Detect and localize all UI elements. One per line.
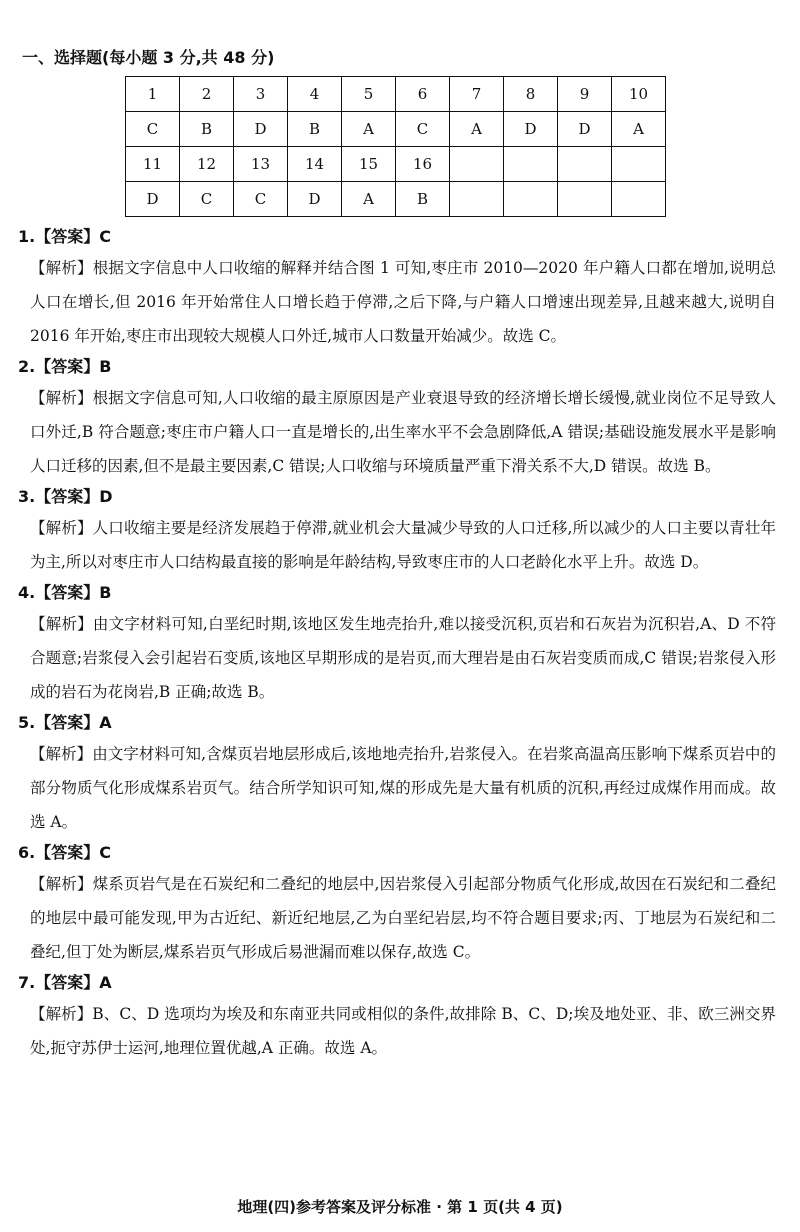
question-number-cell: 3 xyxy=(234,77,288,112)
answer-heading: 6.【答案】C xyxy=(18,843,111,862)
answer-cell xyxy=(504,182,558,217)
question-number-cell xyxy=(558,147,612,182)
question-number-cell: 11 xyxy=(126,147,180,182)
question-item xyxy=(18,709,776,839)
question-number-cell: 5 xyxy=(342,77,396,112)
answer-cell: A xyxy=(612,112,666,147)
questions-list xyxy=(18,223,776,1065)
answer-cell xyxy=(558,182,612,217)
question-number-cell: 7 xyxy=(450,77,504,112)
question-number-cell: 6 xyxy=(396,77,450,112)
answer-heading: 7.【答案】A xyxy=(18,973,112,992)
answer-cell: C xyxy=(126,112,180,147)
answer-cell: C xyxy=(396,112,450,147)
question-number-cell xyxy=(612,147,666,182)
question-number-cell: 16 xyxy=(396,147,450,182)
explanation-text: 【解析】由文字材料可知,白垩纪时期,该地区发生地壳抬升,难以接受沉积,页岩和石灰岩为沉积岩,A、D 不符合题意;岩浆侵入会引起岩石变质,该地区早期形成的是岩页,而大理岩是由石灰岩变质而成,C 错误;岩浆侵入形成的岩石为花岗岩,B 正确;故选 B。 xyxy=(30,615,776,701)
question-number-cell: 13 xyxy=(234,147,288,182)
question-number-cell: 10 xyxy=(612,77,666,112)
answer-cell: D xyxy=(234,112,288,147)
question-number-cell: 15 xyxy=(342,147,396,182)
answer-heading: 5.【答案】A xyxy=(18,713,112,732)
question-number-cell: 14 xyxy=(288,147,342,182)
answer-table-row xyxy=(126,77,666,112)
explanation-text: 【解析】由文字材料可知,含煤页岩地层形成后,该地地壳抬升,岩浆侵入。在岩浆高温高压影响下煤系页岩中的部分物质气化形成煤系岩页气。结合所学知识可知,煤的形成先是大量有机质的沉积,再经过成煤作用而成。故选 A。 xyxy=(30,745,776,831)
page-footer: 地理(四)参考答案及评分标准 · 第 1 页(共 4 页) xyxy=(237,1198,563,1216)
question-number-cell: 4 xyxy=(288,77,342,112)
answer-cell: B xyxy=(180,112,234,147)
question-number-cell: 2 xyxy=(180,77,234,112)
answer-heading: 3.【答案】D xyxy=(18,487,113,506)
explanation-text: 【解析】根据文字信息中人口收缩的解释并结合图 1 可知,枣庄市 2010—2020 年户籍人口都在增加,说明总人口在增长,但 2016 年开始常住人口增长趋于停滞,之后下降,与户籍人口增速出现差异,且越来越大,说明自 2016 年开始,枣庄市出现较大规模人口外迁,城市人口数量开始减少。故选 C。 xyxy=(30,259,776,345)
explanation-text: 【解析】煤系页岩气是在石炭纪和二叠纪的地层中,因岩浆侵入引起部分物质气化形成,故因在石炭纪和二叠纪的地层中最可能发现,甲为古近纪、新近纪地层,乙为白垩纪岩层,均不符合题目要求;丙、丁地层为石炭纪和二叠纪,但丁处为断层,煤系岩页气形成后易泄漏而难以保存,故选 C。 xyxy=(30,875,776,961)
question-number-cell xyxy=(450,147,504,182)
answer-cell: C xyxy=(180,182,234,217)
answer-cell xyxy=(612,182,666,217)
question-item xyxy=(18,969,776,1065)
question-number-cell: 12 xyxy=(180,147,234,182)
question-item xyxy=(18,353,776,483)
explanation-text: 【解析】根据文字信息可知,人口收缩的最主原原因是产业衰退导致的经济增长增长缓慢,就业岗位不足导致人口外迁,B 符合题意;枣庄市户籍人口一直是增长的,出生率水平不会急剧降低,A 错误;基础设施发展水平是影响人口迁移的因素,但不是最主要因素,C 错误;人口收缩与环境质量严重下滑关系不大,D 错误。故选 B。 xyxy=(30,389,776,475)
answer-table-row xyxy=(126,182,666,217)
question-item xyxy=(18,483,776,579)
section-title: 一、选择题(每小题 3 分,共 48 分) xyxy=(22,48,275,67)
answer-cell: A xyxy=(450,112,504,147)
answer-table xyxy=(125,76,666,217)
question-number-cell: 9 xyxy=(558,77,612,112)
question-item xyxy=(18,579,776,709)
answer-heading: 2.【答案】B xyxy=(18,357,112,376)
answer-table-row xyxy=(126,147,666,182)
answer-cell: D xyxy=(558,112,612,147)
question-number-cell: 1 xyxy=(126,77,180,112)
question-number-cell xyxy=(504,147,558,182)
answer-cell: A xyxy=(342,112,396,147)
question-number-cell: 8 xyxy=(504,77,558,112)
answer-cell: D xyxy=(504,112,558,147)
answer-heading: 4.【答案】B xyxy=(18,583,112,602)
question-item xyxy=(18,223,776,353)
answer-cell: D xyxy=(288,182,342,217)
answer-cell: D xyxy=(126,182,180,217)
answer-cell: B xyxy=(288,112,342,147)
answer-cell xyxy=(450,182,504,217)
answer-heading: 1.【答案】C xyxy=(18,227,111,246)
explanation-text: 【解析】B、C、D 选项均为埃及和东南亚共同或相似的条件,故排除 B、C、D;埃及地处亚、非、欧三洲交界处,扼守苏伊士运河,地理位置优越,A 正确。故选 A。 xyxy=(30,1005,776,1057)
answer-cell: B xyxy=(396,182,450,217)
explanation-text: 【解析】人口收缩主要是经济发展趋于停滞,就业机会大量减少导致的人口迁移,所以减少的人口主要以青壮年为主,所以对枣庄市人口结构最直接的影响是年龄结构,导致枣庄市的人口老龄化水平上升。故选 D。 xyxy=(30,519,776,571)
question-item xyxy=(18,839,776,969)
answer-cell: A xyxy=(342,182,396,217)
answer-table-row xyxy=(126,112,666,147)
answer-cell: C xyxy=(234,182,288,217)
